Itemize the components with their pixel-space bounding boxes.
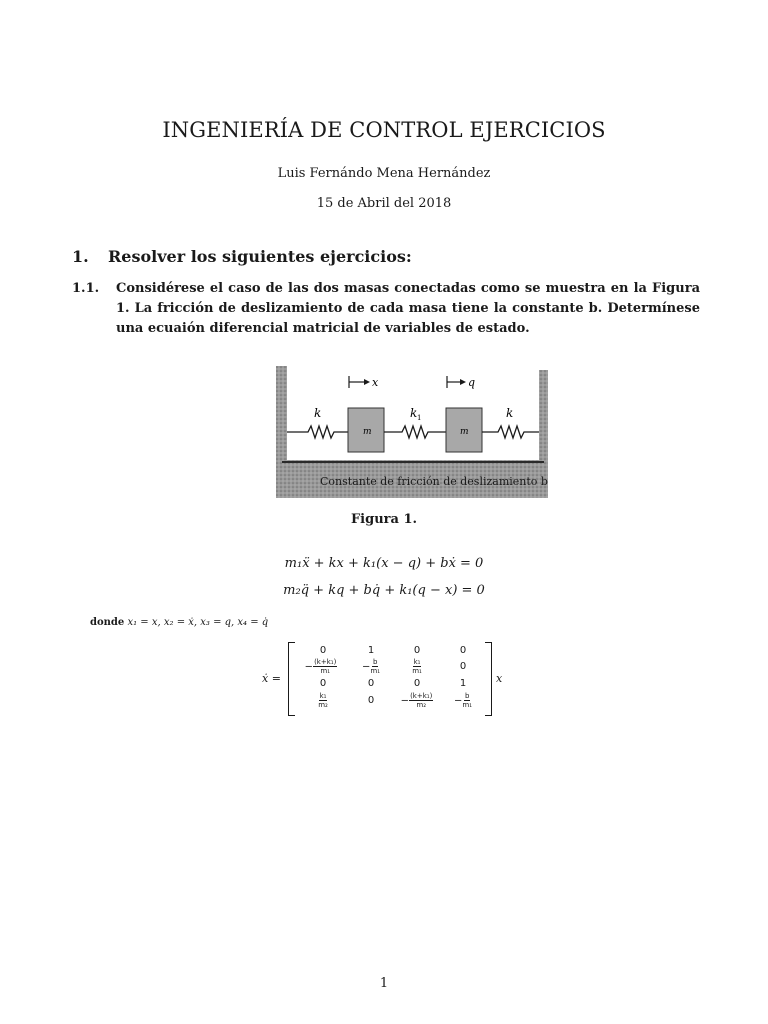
spring-middle-subscript: 1 [417, 414, 422, 422]
matrix-cell: $\frac{\text{k₁}}{\text{m₂}}$ [318, 692, 328, 709]
spring-middle-label: k [410, 406, 418, 420]
variable-definitions [90, 617, 268, 628]
spring-right [482, 426, 539, 438]
state-matrix [288, 642, 492, 714]
matrix-cell: − $\frac{b}{\text{m₁}}$ [453, 692, 472, 709]
spring-left [287, 426, 348, 438]
author-name: Luis Fernándo Mena Hernández [277, 166, 491, 181]
page-number: 1 [379, 976, 389, 991]
matrix-cell: 1 [459, 678, 467, 689]
figure-caption: Figura 1. [350, 512, 418, 527]
matrix-cell: − $\frac{b}{\text{m₁}}$ [361, 658, 380, 675]
spring-left-label: k [314, 406, 322, 420]
matrix-cell: 0 [413, 645, 421, 656]
donde-word: donde [90, 617, 125, 628]
matrix-cell: 0 [367, 678, 375, 689]
matrix-cell: 0 [319, 645, 327, 656]
matrix-cell: 1 [367, 645, 375, 656]
subsection-number: 1.1. [72, 281, 100, 296]
section-title: Resolver los siguientes ejercicios: [108, 247, 412, 266]
matrix-cell: 0 [319, 678, 327, 689]
equation-2: m₂q̈ + kq + bq̇ + k₁(q − x) = 0 [283, 583, 485, 598]
section-number: 1. [72, 247, 89, 266]
matrix-cell: 0 [413, 678, 421, 689]
donde-defs: x₁ = x, x₂ = ẋ, x₃ = q, x₄ = q̇ [127, 617, 269, 628]
two-mass-spring-figure [276, 362, 548, 502]
matrix-cell: 0 [459, 645, 467, 656]
equation-1: m₁ẍ + kx + k₁(x − q) + bẋ = 0 [284, 556, 484, 571]
matrix-rhs: x [496, 672, 503, 685]
mass-left-label: m [363, 427, 372, 437]
document-date: 15 de Abril del 2018 [316, 196, 452, 211]
ground-label: Constante de fricción de deslizamiento b [320, 475, 548, 488]
matrix-lhs: ẋ = [262, 672, 281, 685]
mass-right-label: m [460, 427, 469, 437]
spring-middle [384, 426, 446, 438]
x-arrow-label: x [372, 376, 379, 389]
spring-right-label: k [506, 406, 514, 420]
matrix-cell: 0 [367, 695, 375, 706]
matrix-cell: − $\frac{\text{(k+k₁)}}{\text{m₂}}$ [400, 692, 433, 709]
document-title: INGENIERÍA DE CONTROL EJERCICIOS [162, 118, 606, 142]
matrix-left-bracket [288, 642, 295, 716]
subsection-text: Considérese el caso de las dos masas conectadas como se muestra en la Figura 1. La fricción de deslizamiento de cada masa tiene la constante b. Determínese una ecuaión diferencial matricial de variables de estado. [116, 281, 700, 336]
matrix-cell: $\frac{\text{k₁}}{\text{m₁}}$ [412, 658, 422, 675]
q-arrow-label: q [468, 376, 476, 389]
matrix-cell: − $\frac{\text{(k+k₁)}}{\text{m₁}}$ [304, 658, 337, 675]
matrix-cell: 0 [459, 661, 467, 672]
